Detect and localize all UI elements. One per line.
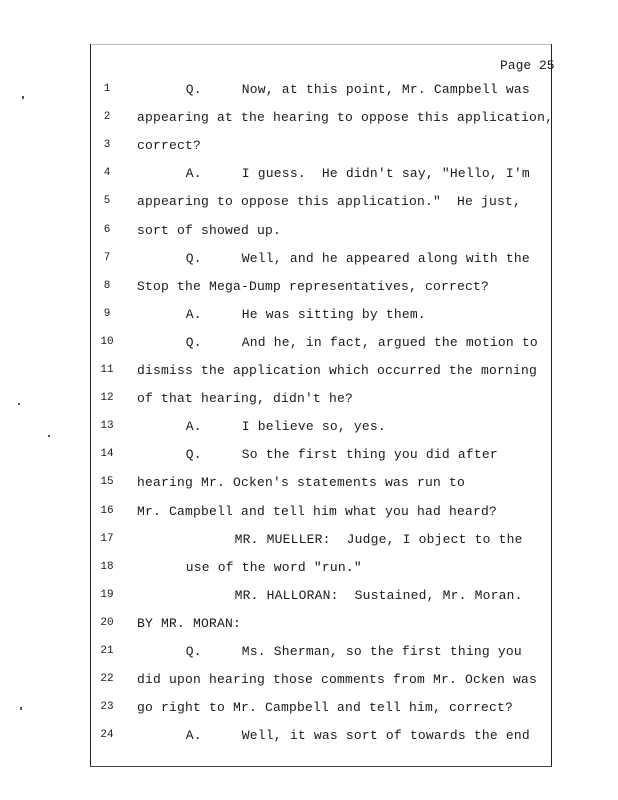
line-text: Mr. Campbell and tell him what you had heard?	[137, 503, 498, 519]
line-text: go right to Mr. Campbell and tell him, correct?	[137, 700, 514, 716]
line-text: of that hearing, didn't he?	[137, 391, 354, 407]
transcript-line	[0, 251, 618, 279]
line-number: 20	[100, 616, 114, 629]
line-text: Q. And he, in fact, argued the motion to	[185, 334, 538, 350]
transcript-line	[0, 588, 618, 616]
line-number: 5	[103, 195, 111, 208]
line-text: MR. HALLORAN: Sustained, Mr. Moran.	[234, 587, 523, 603]
transcript-line	[0, 728, 618, 756]
line-text: Q. Ms. Sherman, so the first thing you	[185, 644, 522, 659]
line-text: hearing Mr. Ocken's statements was run to	[137, 475, 466, 491]
line-number: 2	[103, 111, 111, 124]
line-number: 21	[100, 645, 114, 657]
line-text: did upon hearing those comments from Mr. Ocken was	[137, 672, 538, 688]
transcript-line	[0, 279, 618, 307]
line-text: MR. MUELLER: Judge, I object to the	[234, 531, 523, 547]
line-text: Q. So the first thing you did after	[185, 447, 498, 463]
line-number: 11	[100, 364, 114, 376]
line-number: 24	[100, 729, 114, 742]
transcript-line	[0, 223, 618, 251]
line-number: 14	[100, 448, 114, 461]
line-text: appearing at the hearing to oppose this application,	[137, 110, 554, 126]
line-number: 16	[100, 504, 114, 517]
line-number: 7	[103, 251, 111, 264]
line-number: 3	[103, 139, 111, 152]
line-number: 17	[100, 532, 114, 545]
transcript-line	[0, 82, 618, 110]
line-text: Q. Well, and he appeared along with the	[185, 250, 530, 266]
line-number: 4	[103, 167, 111, 180]
transcript-line	[0, 391, 618, 419]
line-number: 1	[103, 83, 111, 95]
line-text: A. He was sitting by them.	[185, 306, 426, 322]
transcript-line	[0, 166, 618, 194]
line-number: 6	[103, 223, 111, 236]
line-number: 19	[100, 588, 114, 601]
line-text: correct?	[137, 138, 202, 154]
transcript-line	[0, 419, 618, 447]
line-text: A. I believe so, yes.	[185, 419, 386, 435]
line-text: use of the word "run."	[185, 559, 362, 575]
line-number: 22	[100, 673, 114, 686]
line-number: 23	[100, 701, 114, 714]
transcript-line	[0, 335, 618, 363]
line-text: appearing to oppose this application." He just,	[137, 194, 522, 210]
line-text: Q. Now, at this point, Mr. Campbell was	[185, 82, 530, 97]
transcript-line	[0, 363, 618, 391]
transcript-line	[0, 672, 618, 700]
transcript-line	[0, 700, 618, 728]
line-number: 18	[100, 560, 114, 573]
transcript-line	[0, 504, 618, 532]
transcript-line	[0, 138, 618, 166]
line-text: Stop the Mega-Dump representatives, correct?	[137, 278, 490, 294]
page-number: Page 25	[500, 58, 555, 73]
line-number: 10	[100, 335, 114, 348]
transcript-line	[0, 560, 618, 588]
transcript-line	[0, 475, 618, 503]
transcript-line	[0, 194, 618, 222]
line-number: 8	[103, 279, 111, 292]
page-top-border	[90, 44, 552, 45]
line-text: A. Well, it was sort of towards the end	[185, 728, 530, 744]
line-number: 9	[103, 307, 111, 320]
line-text: sort of showed up.	[137, 222, 282, 238]
transcript-line	[0, 447, 618, 475]
line-text: dismiss the application which occurred the morning	[137, 363, 538, 378]
transcript-line	[0, 110, 618, 138]
page-bottom-border	[90, 766, 552, 767]
line-number: 12	[100, 392, 114, 405]
transcript-line	[0, 307, 618, 335]
line-text: A. I guess. He didn't say, "Hello, I'm	[185, 166, 530, 182]
transcript-line	[0, 532, 618, 560]
transcript-line	[0, 616, 618, 644]
line-number: 15	[100, 476, 114, 489]
line-text: BY MR. MORAN:	[137, 615, 242, 631]
line-number: 13	[100, 420, 114, 433]
transcript-line	[0, 644, 618, 672]
